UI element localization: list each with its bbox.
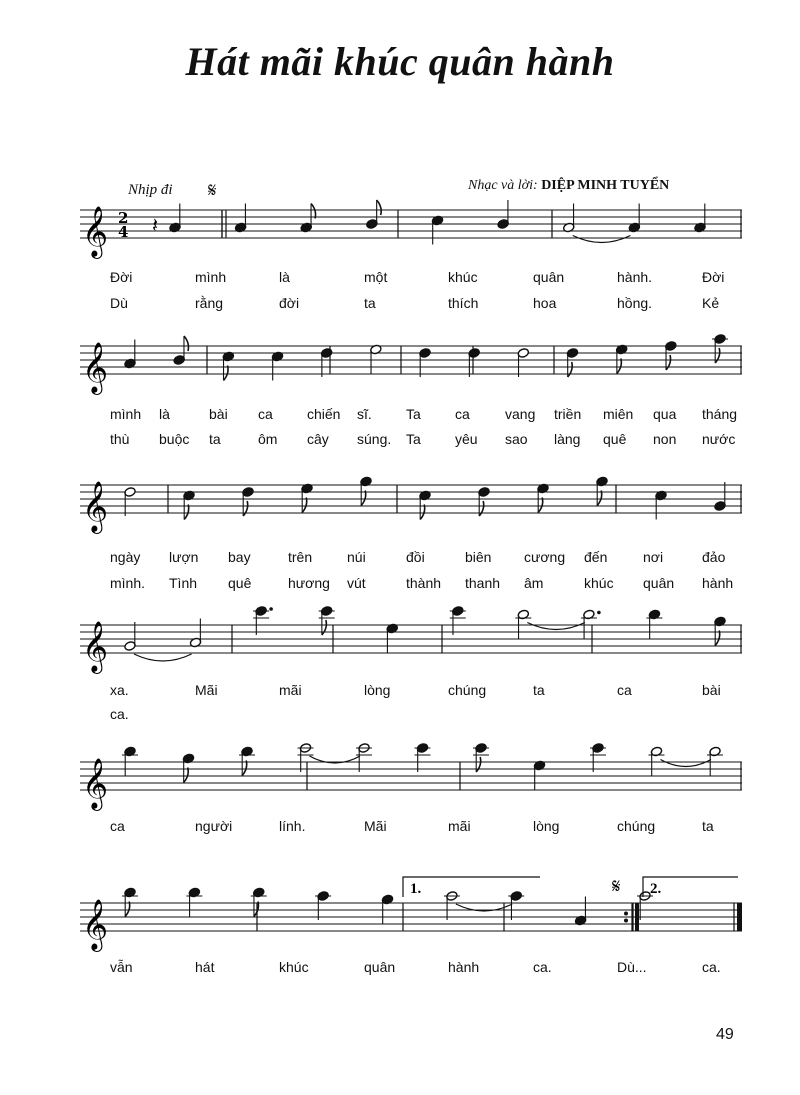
lyric-syllable: buộc [159, 431, 190, 447]
lyric-syllable: Ta [406, 406, 421, 422]
note-flag [476, 757, 481, 772]
note-flag [224, 366, 229, 381]
lyric-syllable: là [159, 406, 170, 422]
note-flag [302, 498, 307, 513]
lyric-syllable: vang [505, 406, 536, 422]
volta-label-second: 2. [650, 881, 662, 897]
note-flag [538, 498, 543, 513]
lyric-syllable: quê [228, 575, 252, 591]
treble-clef-icon: 𝄞 [82, 481, 109, 532]
lyric-syllable: ca [110, 818, 125, 834]
lyric-syllable: Mãi [195, 682, 218, 698]
lyric-syllable: ca [617, 682, 632, 698]
lyric-syllable: ca. [533, 959, 552, 975]
lyric-syllable: lượn [169, 549, 199, 565]
lyric-syllable: bài [702, 682, 721, 698]
lyric-syllable: cây [307, 431, 329, 447]
note-dot [269, 607, 273, 611]
lyric-syllable: biên [465, 549, 492, 565]
note-flag [184, 768, 189, 783]
lyric-syllable: người [195, 818, 233, 834]
note-flag [715, 348, 720, 363]
treble-clef-icon: 𝄞 [82, 758, 109, 809]
lyric-syllable: quân [643, 575, 675, 591]
treble-clef-icon: 𝄞 [82, 206, 109, 257]
time-signature-top: 2 [118, 209, 129, 227]
repeat-dot [624, 912, 628, 916]
lyric-syllable: thanh [465, 575, 501, 591]
lyric-syllable: khúc [279, 959, 309, 975]
note-flag [125, 902, 130, 917]
note-flag [597, 491, 602, 506]
note-flag [568, 362, 573, 377]
note-dot [597, 611, 601, 615]
lyric-syllable: quân [533, 269, 565, 285]
lyric-syllable: nơi [643, 549, 664, 565]
note-flag [617, 359, 622, 374]
lyric-syllable: Mãi [364, 818, 387, 834]
segno-icon: 𝄋 [208, 178, 217, 202]
segno-icon: 𝄋 [612, 874, 621, 898]
tempo-marking: Nhịp đi [128, 182, 173, 198]
note-flag [479, 501, 484, 516]
note-flag [184, 336, 189, 351]
lyric-syllable: Ta [406, 431, 421, 447]
lyric-syllable: non [653, 431, 677, 447]
lyric-syllable: khúc [584, 575, 614, 591]
lyric-syllable: rằng [195, 295, 224, 311]
lyric-syllable: chúng [448, 682, 487, 698]
lyric-syllable: đồi [406, 549, 425, 565]
lyric-syllable: thích [448, 295, 479, 311]
lyric-syllable: chúng [617, 818, 656, 834]
lyric-syllable: Dù... [617, 959, 647, 975]
note-flag [377, 200, 382, 215]
page-number: 49 [716, 1026, 734, 1043]
lyric-syllable: đến [584, 549, 608, 565]
treble-clef-icon: 𝄞 [82, 899, 109, 950]
note-flag [361, 491, 366, 506]
quarter-rest-icon: 𝄽 [152, 213, 159, 237]
note-flag [243, 501, 248, 516]
lyric-syllable: ta [364, 295, 376, 311]
lyric-syllable: ca [455, 406, 470, 422]
note-flag [311, 204, 316, 219]
tie-arc [134, 654, 192, 661]
lyric-syllable: mình [110, 406, 142, 422]
lyric-syllable: hành. [617, 269, 653, 285]
lyric-syllable: hát [195, 959, 215, 975]
lyric-syllable: qua [653, 406, 677, 422]
lyric-syllable: đảo [702, 549, 726, 565]
lyric-syllable: Đời [702, 269, 725, 285]
tie-arc [527, 623, 585, 630]
lyric-syllable: thành [406, 575, 442, 591]
treble-clef-icon: 𝄞 [82, 621, 109, 672]
composer-name: DIỆP MINH TUYỂN [541, 178, 670, 193]
lyric-syllable: lính. [279, 818, 306, 834]
final-thick-barline [737, 903, 742, 931]
lyric-syllable: một [364, 269, 388, 285]
note-flag [715, 631, 720, 646]
lyric-syllable: mãi [448, 818, 471, 834]
lyric-syllable: ta [702, 818, 714, 834]
lyric-syllable: hoa [533, 295, 557, 311]
lyric-syllable: núi [347, 549, 366, 565]
note-flag [242, 761, 247, 776]
song-title: Hát mãi khúc quân hành [185, 39, 615, 84]
lyric-syllable: ta [533, 682, 545, 698]
lyric-syllable: cương [524, 549, 566, 565]
repeat-dot [624, 919, 628, 923]
note-flag [666, 355, 671, 370]
lyric-syllable: ca [258, 406, 273, 422]
lyric-syllable: lòng [364, 682, 391, 698]
lyric-syllable: xa. [110, 682, 129, 698]
lyric-syllable: là [279, 269, 290, 285]
lyric-syllable: miên [603, 406, 634, 422]
lyric-syllable: ngày [110, 549, 141, 565]
lyric-syllable: bài [209, 406, 228, 422]
repeat-thick-barline [635, 903, 639, 931]
lyric-syllable: triền [554, 406, 582, 422]
lyric-syllable: ta [209, 431, 221, 447]
lyric-syllable: ca. [110, 706, 129, 722]
note-flag [254, 902, 259, 917]
lyric-syllable: khúc [448, 269, 478, 285]
lyric-syllable: mãi [279, 682, 302, 698]
lyric-syllable: lòng [533, 818, 560, 834]
lyric-syllable: nước [702, 431, 736, 447]
lyric-syllable: thù [110, 431, 130, 447]
lyric-syllable: yêu [455, 431, 478, 447]
credit-label: Nhạc và lời: [468, 178, 538, 193]
note-flag [184, 505, 189, 520]
lyric-syllable: Dù [110, 295, 128, 311]
lyric-syllable: Đời [110, 269, 133, 285]
lyric-syllable: hương [288, 575, 330, 591]
lyric-syllable: vẫn [110, 959, 133, 975]
lyric-syllable: hành [448, 959, 480, 975]
lyric-syllable: âm [524, 575, 544, 591]
lyric-syllable: hồng. [617, 295, 653, 311]
note-flag [420, 505, 425, 520]
volta-label-first: 1. [410, 881, 422, 897]
time-signature-bottom: 4 [118, 223, 129, 241]
lyric-syllable: Kẻ [702, 295, 720, 311]
lyric-syllable: Tình [169, 575, 198, 591]
lyric-syllable: mình. [110, 575, 146, 591]
lyric-syllable: chiến [307, 406, 341, 422]
lyric-syllable: sĩ. [357, 406, 372, 422]
lyric-syllable: hành [702, 575, 734, 591]
lyric-syllable: ôm [258, 431, 278, 447]
lyric-syllable: bay [228, 549, 251, 565]
tie-arc [661, 760, 712, 767]
lyric-syllable: quê [603, 431, 627, 447]
lyric-syllable: vút [347, 575, 366, 591]
lyric-syllable: làng [554, 431, 581, 447]
lyric-syllable: quân [364, 959, 396, 975]
lyric-syllable: sao [505, 431, 528, 447]
lyric-syllable: mình [195, 269, 227, 285]
tie-arc [573, 236, 631, 243]
note-flag [322, 620, 327, 635]
treble-clef-icon: 𝄞 [82, 342, 109, 393]
lyric-syllable: ca. [702, 959, 721, 975]
lyric-syllable: tháng [702, 406, 738, 422]
lyric-syllable: súng. [357, 431, 392, 447]
lyric-syllable: đời [279, 295, 300, 311]
lyric-syllable: trên [288, 549, 313, 565]
